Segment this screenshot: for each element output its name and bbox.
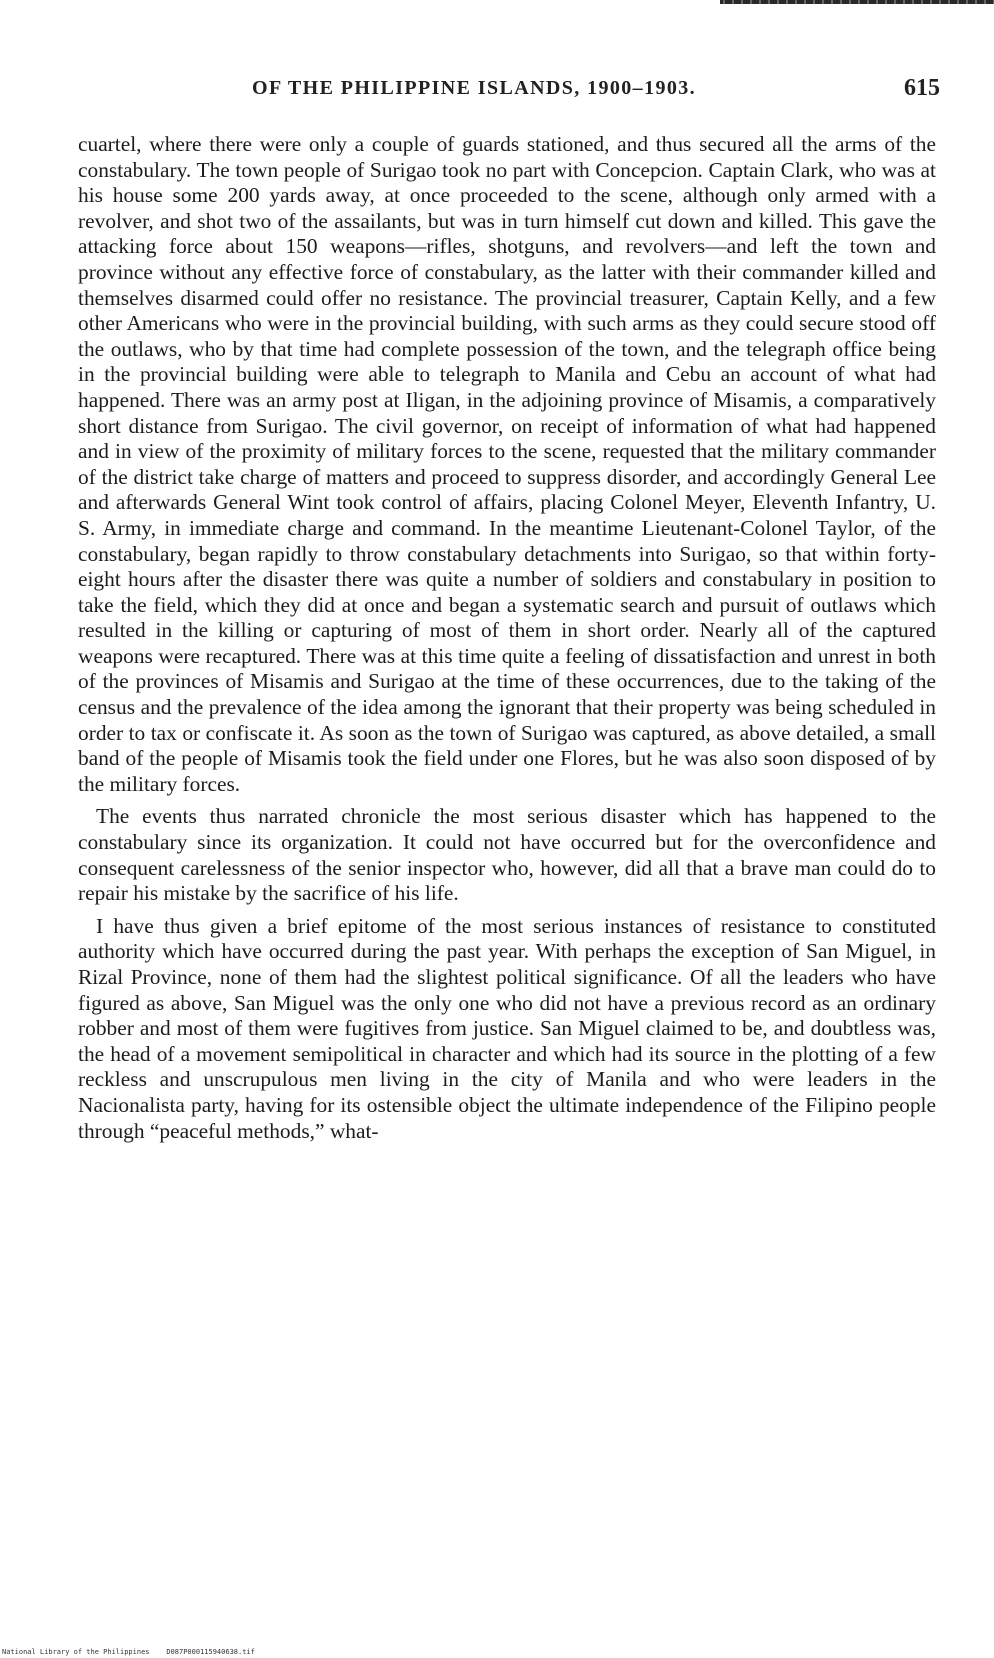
paragraph-3: I have thus given a brief epitome of the most serious instances of resistance to constituted authority which have occurred during the past year. With perhaps the exception of San Miguel, in Rizal Province, none of them had the slightest political significance. Of all the leaders who have figured as above, San Miguel was the only one who did not have a previous record as an ordinary robber and most of them were fugitives from justice. San Miguel claimed to be, and doubtless was, the head of a movement semipolitical in character and which had its source in the plotting of a few reckless and unscrupulous men living in the city of Manila and who were leaders in the Nacionalista party, having for its ostensible object the ultimate independence of the Filipino people through “peaceful methods,” what-	[78, 913, 936, 1143]
page-header	[80, 71, 940, 107]
running-head: OF THE PHILIPPINE ISLANDS, 1900–1903.	[252, 77, 697, 99]
top-edge-rule	[720, 0, 994, 4]
paragraph-1: cuartel, where there were only a couple of guards stationed, and thus secured all the arms of the constabulary. The town people of Surigao took no part with Concepcion. Captain Clark, who was at his house some 200 yards away, at once proceeded to the scene, although only armed with a revolver, and shot two of the assailants, but was in turn himself cut down and killed. This gave the attacking force about 150 weapons—rifles, shotguns, and revolvers—and left the town and province without any effective force of constabulary, as the latter with their commander killed and themselves disarmed could offer no resistance. The provincial treasurer, Captain Kelly, and a few other Americans who were in the provincial building, with such arms as they could secure stood off the outlaws, who by that time had complete possession of the town, and the telegraph office being in the provincial building were able to telegraph to Manila and Cebu an account of what had happened. There was an army post at Iligan, in the adjoining province of Misamis, a comparatively short distance from Surigao. The civil governor, on receipt of information of what had happened and in view of the proximity of military forces to the scene, requested that the military commander of the district take charge of matters and proceed to suppress disorder, and accordingly General Lee and afterwards General Wint took control of affairs, placing Colonel Meyer, Eleventh Infantry, U. S. Army, in immediate charge and command. In the meantime Lieutenant-Colonel Taylor, of the constabulary, began rapidly to throw constabulary detachments into Surigao, so that within forty-eight hours after the disaster there was quite a number of soldiers and constabulary in position to take the field, which they did at once and began a systematic search and pursuit of outlaws which resulted in the killing or capturing of most of them in short order. Nearly all of the captured weapons were recaptured. There was at this time quite a feeling of dissatisfaction and unrest in both of the provinces of Misamis and Surigao at the time of these occurrences, due to the taking of the census and the prevalence of the idea among the ignorant that their property was being scheduled in order to tax or confiscate it. As soon as the town of Surigao was captured, as above detailed, a small band of the people of Misamis took the field under one Flores, but he was also soon disposed of by the military forces.	[78, 132, 936, 796]
paragraph-2: The events thus narrated chronicle the most serious disaster which has happened to the constabulary since its organization. It could not have occurred but for the overconfidence and consequent carelessness of the senior inspector who, however, did all that a brave man could do to repair his mistake by the sacrifice of his life.	[78, 804, 936, 906]
scan-source-footer: National Library of the Philippines D087P000115940638.tif	[2, 1648, 255, 1656]
text-body	[78, 132, 936, 1144]
page-number: 615	[904, 75, 940, 101]
